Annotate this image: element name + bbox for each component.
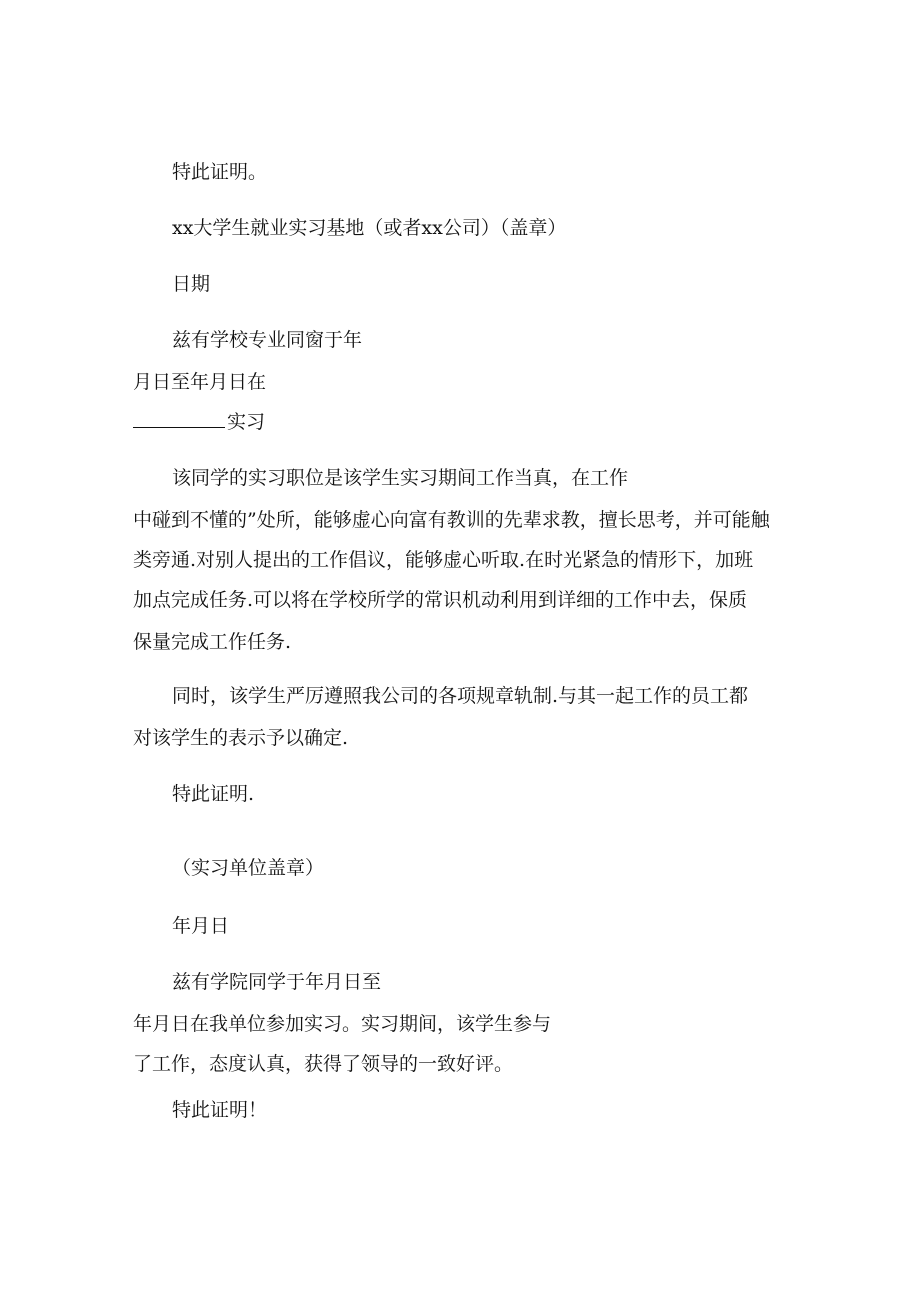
- fill-in-blank: [133, 411, 225, 428]
- body-line-7: 对该学生的表示予以确定.: [133, 727, 349, 749]
- body-line-4: 加点完成任务.可以将在学校所学的常识机动利用到详细的工作中去，保质: [133, 589, 748, 611]
- body-line-1: 该同学的实习职位是该学生实习期间工作当真，在工作: [172, 467, 629, 489]
- intro-line-1: 兹有学校专业同窗于年: [172, 329, 363, 351]
- intro-line-3: [133, 410, 265, 434]
- closing-line-3: 特此证明！: [172, 1099, 268, 1121]
- closing-line-1: 特此证明。: [172, 161, 268, 183]
- date-label: 日期: [172, 273, 211, 295]
- intro-line-3-text: 实习: [227, 411, 266, 433]
- body-line-5: 保量完成工作任务.: [133, 631, 292, 653]
- seal-line: （实习单位盖章）: [172, 857, 325, 879]
- intro2-line-2: 年月日在我单位参加实习。实习期间，该学生参与: [133, 1013, 552, 1035]
- issuer-line: xx大学生就业实习基地（或者xx公司）（盖章）: [172, 217, 567, 239]
- date-line: 年月日: [172, 915, 230, 937]
- body-line-6: 同时，该学生严厉遵照我公司的各项规章轨制.与其一起工作的员工都: [172, 685, 749, 707]
- body-line-2: 中碰到不懂的”处所，能够虚心向富有教训的先辈求教，擅长思考，并可能触: [133, 509, 770, 531]
- intro-line-2: 月日至年月日在: [133, 371, 267, 393]
- closing-line-2: 特此证明.: [172, 783, 255, 805]
- intro2-line-1: 兹有学院同学于年月日至: [172, 971, 382, 993]
- intro2-line-3: 了工作，态度认真，获得了领导的一致好评。: [133, 1053, 514, 1075]
- body-line-3: 类旁通.对别人提出的工作倡议，能够虚心听取.在时光紧急的情形下，加班: [133, 549, 754, 571]
